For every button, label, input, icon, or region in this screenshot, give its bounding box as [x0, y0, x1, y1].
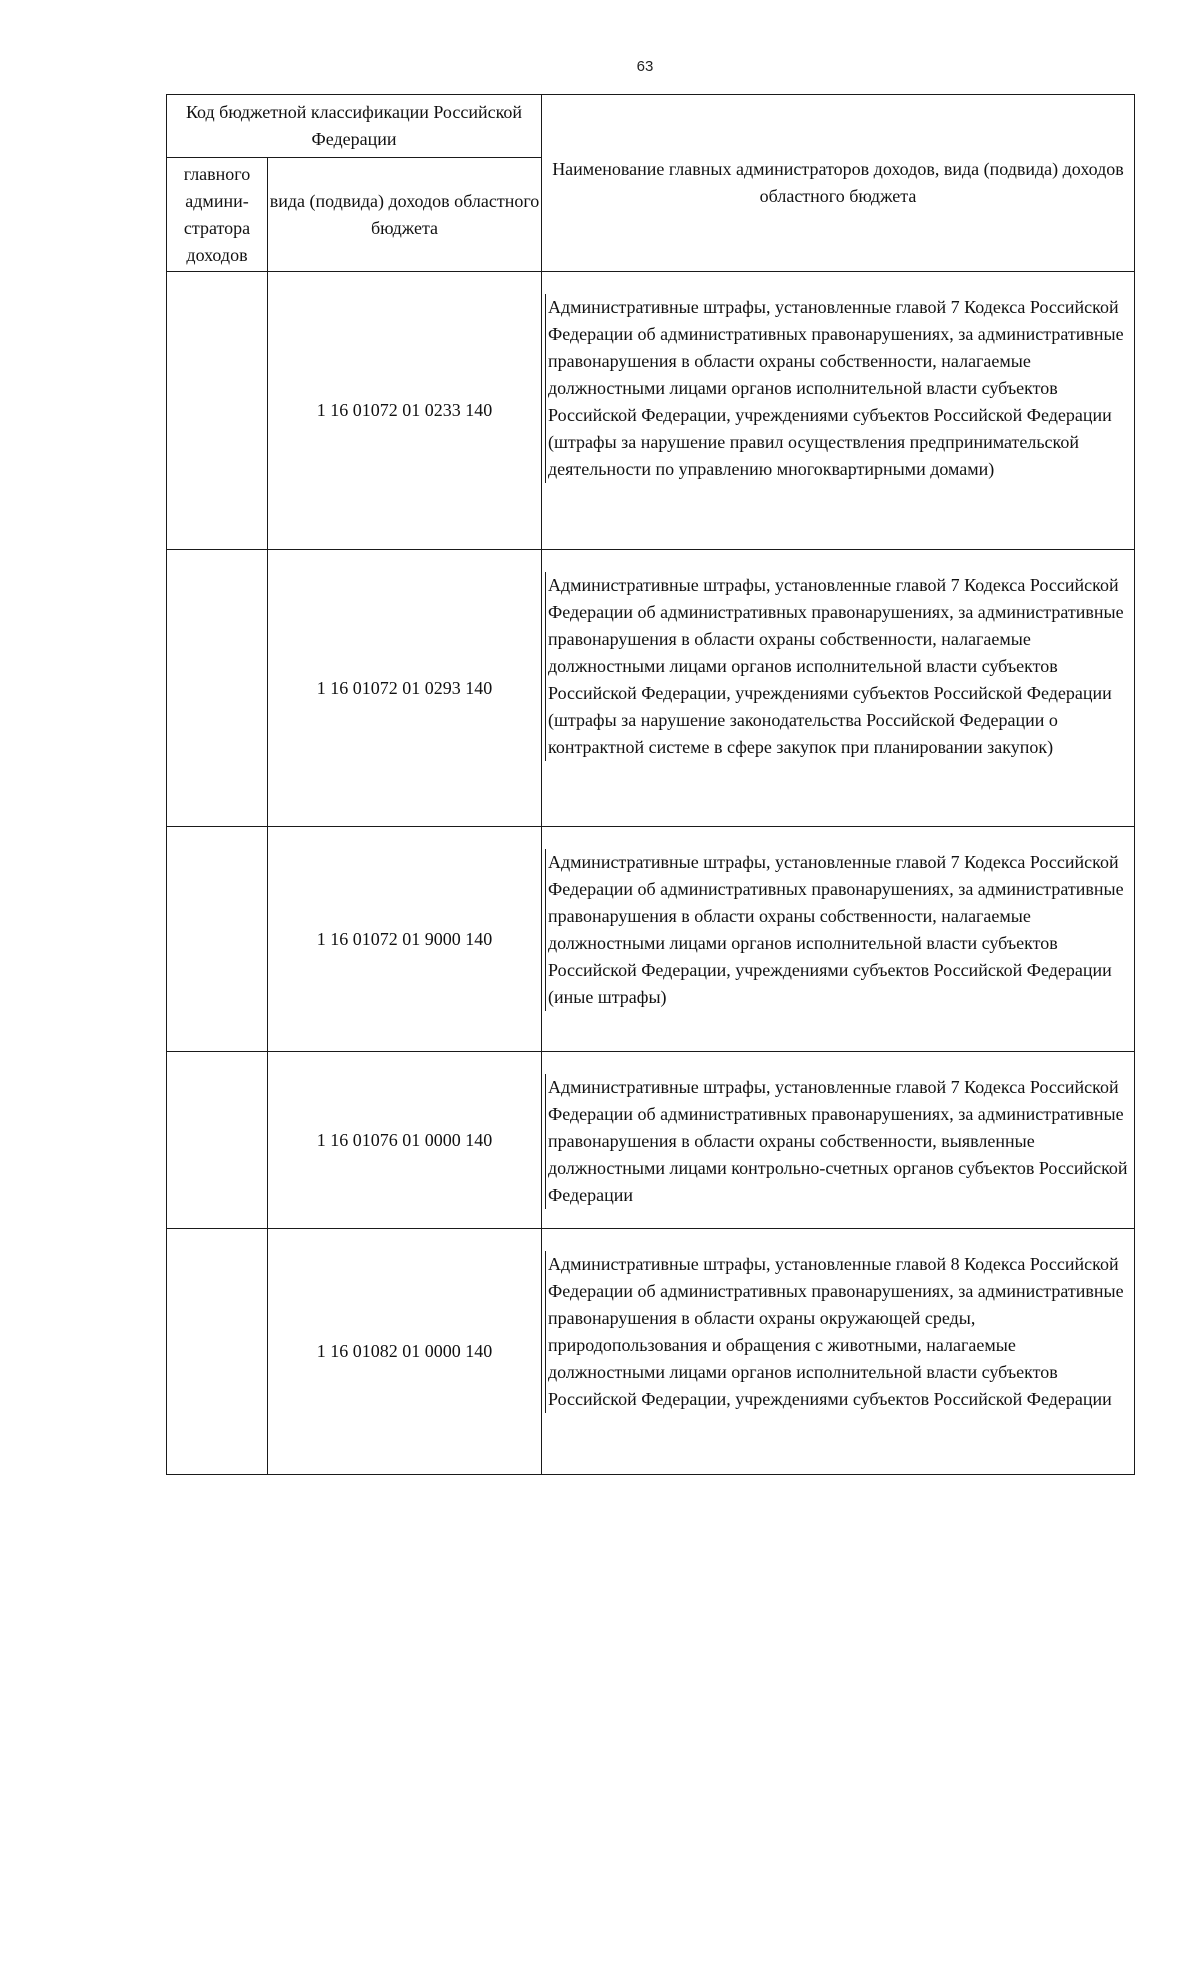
- description-cell: [542, 550, 1135, 827]
- admin-code-cell: [167, 1229, 268, 1475]
- description-cell: [542, 1052, 1135, 1229]
- header-revenue-type: вида (подвида) доходов областного бюджета: [268, 158, 542, 272]
- budget-classification-table: [166, 94, 1135, 1475]
- table-row: [167, 1052, 1135, 1229]
- table-row: [167, 272, 1135, 550]
- description-text: Административные штрафы, установленные главой 8 Кодекса Российской Федерации об административных правонарушениях, за административные правонарушения в области охраны окружающей среды, природопользования и обращения с животными, налагаемые должностными лицами органов исполнительной власти субъектов Российской Федерации, учреждениями субъектов Российской Федерации: [545, 1251, 1130, 1413]
- description-cell: [542, 272, 1135, 550]
- revenue-code-cell: 1 16 01072 01 9000 140: [268, 827, 542, 1052]
- description-text: Административные штрафы, установленные главой 7 Кодекса Российской Федерации об административных правонарушениях, за административные правонарушения в области охраны собственности, налагаемые должностными лицами органов исполнительной власти субъектов Российской Федерации, учреждениями субъектов Российской Федерации (штрафы за нарушение законодательства Российской Федерации о контрактной системе в сфере закупок при планировании закупок): [545, 572, 1130, 761]
- table-row: [167, 827, 1135, 1052]
- description-cell: [542, 827, 1135, 1052]
- revenue-code-cell: 1 16 01072 01 0293 140: [268, 550, 542, 827]
- description-text: Административные штрафы, установленные главой 7 Кодекса Российской Федерации об административных правонарушениях, за административные правонарушения в области охраны собственности, налагаемые должностными лицами органов исполнительной власти субъектов Российской Федерации, учреждениями субъектов Российской Федерации (штрафы за нарушение правил осуществления предпринимательской деятельности по управлению многоквартирными домами): [545, 294, 1130, 483]
- header-main-administrator: главного админи-стратора доходов: [167, 158, 268, 272]
- description-text: Административные штрафы, установленные главой 7 Кодекса Российской Федерации об административных правонарушениях, за административные правонарушения в области охраны собственности, налагаемые должностными лицами органов исполнительной власти субъектов Российской Федерации, учреждениями субъектов Российской Федерации (иные штрафы): [545, 849, 1130, 1011]
- header-administrator-name: Наименование главных администраторов доходов, вида (подвида) доходов областного бюджета: [542, 95, 1135, 272]
- admin-code-cell: [167, 1052, 268, 1229]
- admin-code-cell: [167, 550, 268, 827]
- admin-code-cell: [167, 827, 268, 1052]
- table-row: [167, 1229, 1135, 1475]
- revenue-code-cell: 1 16 01076 01 0000 140: [268, 1052, 542, 1229]
- revenue-code-cell: 1 16 01082 01 0000 140: [268, 1229, 542, 1475]
- admin-code-cell: [167, 272, 268, 550]
- page-number: 63: [636, 58, 654, 75]
- description-text: Административные штрафы, установленные главой 7 Кодекса Российской Федерации об административных правонарушениях, за административные правонарушения в области охраны собственности, выявленные должностными лицами контрольно-счетных органов субъектов Российской Федерации: [545, 1074, 1130, 1209]
- header-budget-classification-code: Код бюджетной классификации Российской Федерации: [167, 95, 542, 158]
- description-cell: [542, 1229, 1135, 1475]
- table-row: [167, 550, 1135, 827]
- revenue-code-cell: 1 16 01072 01 0233 140: [268, 272, 542, 550]
